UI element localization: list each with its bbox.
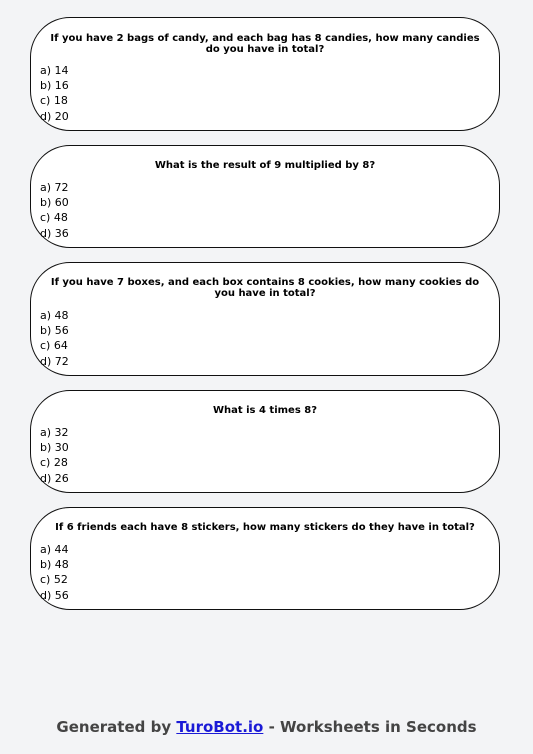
option-c: c) 64 <box>40 339 68 353</box>
option-d: d) 20 <box>40 109 69 123</box>
footer <box>0 718 533 736</box>
question-text: What is the result of 9 multiplied by 8? <box>154 160 376 171</box>
option-c: c) 52 <box>40 573 68 587</box>
option-c: c) 48 <box>40 211 68 225</box>
question-text: If 6 friends each have 8 stickers, how many stickers do they have in total? <box>55 522 475 533</box>
option-d: d) 72 <box>40 354 69 368</box>
option-a: a) 14 <box>40 64 69 77</box>
answer-options <box>40 425 69 486</box>
question-card-3 <box>30 262 500 376</box>
footer-prefix: Generated by <box>56 718 177 736</box>
question-text: If you have 7 boxes, and each box contains 8 cookies, how many cookies do you have in total? <box>50 277 480 299</box>
footer-suffix: - Worksheets in Seconds <box>263 718 477 736</box>
question-text: What is 4 times 8? <box>212 405 318 416</box>
option-d: d) 36 <box>40 226 69 240</box>
option-b: b) 60 <box>40 196 69 210</box>
question-card-4 <box>30 390 500 493</box>
option-d: d) 56 <box>40 588 69 602</box>
turobot-link[interactable]: TuroBot.io <box>176 718 264 736</box>
question-card-2 <box>30 145 500 248</box>
option-b: b) 30 <box>40 441 69 455</box>
question-text: If you have 2 bags of candy, and each bag has 8 candies, how many candies do you have in total? <box>50 33 480 55</box>
question-card-1 <box>30 17 500 131</box>
answer-options <box>40 542 69 603</box>
answer-options <box>40 180 69 241</box>
option-b: b) 16 <box>40 79 69 93</box>
option-d: d) 26 <box>40 471 69 485</box>
option-a: a) 32 <box>40 426 69 439</box>
answer-options <box>40 63 69 124</box>
question-card-5 <box>30 507 500 610</box>
option-b: b) 56 <box>40 324 69 338</box>
option-a: a) 48 <box>40 309 69 322</box>
option-c: c) 18 <box>40 94 68 108</box>
option-b: b) 48 <box>40 558 69 572</box>
option-c: c) 28 <box>40 456 68 470</box>
option-a: a) 44 <box>40 543 69 556</box>
answer-options <box>40 308 69 369</box>
option-a: a) 72 <box>40 181 69 194</box>
